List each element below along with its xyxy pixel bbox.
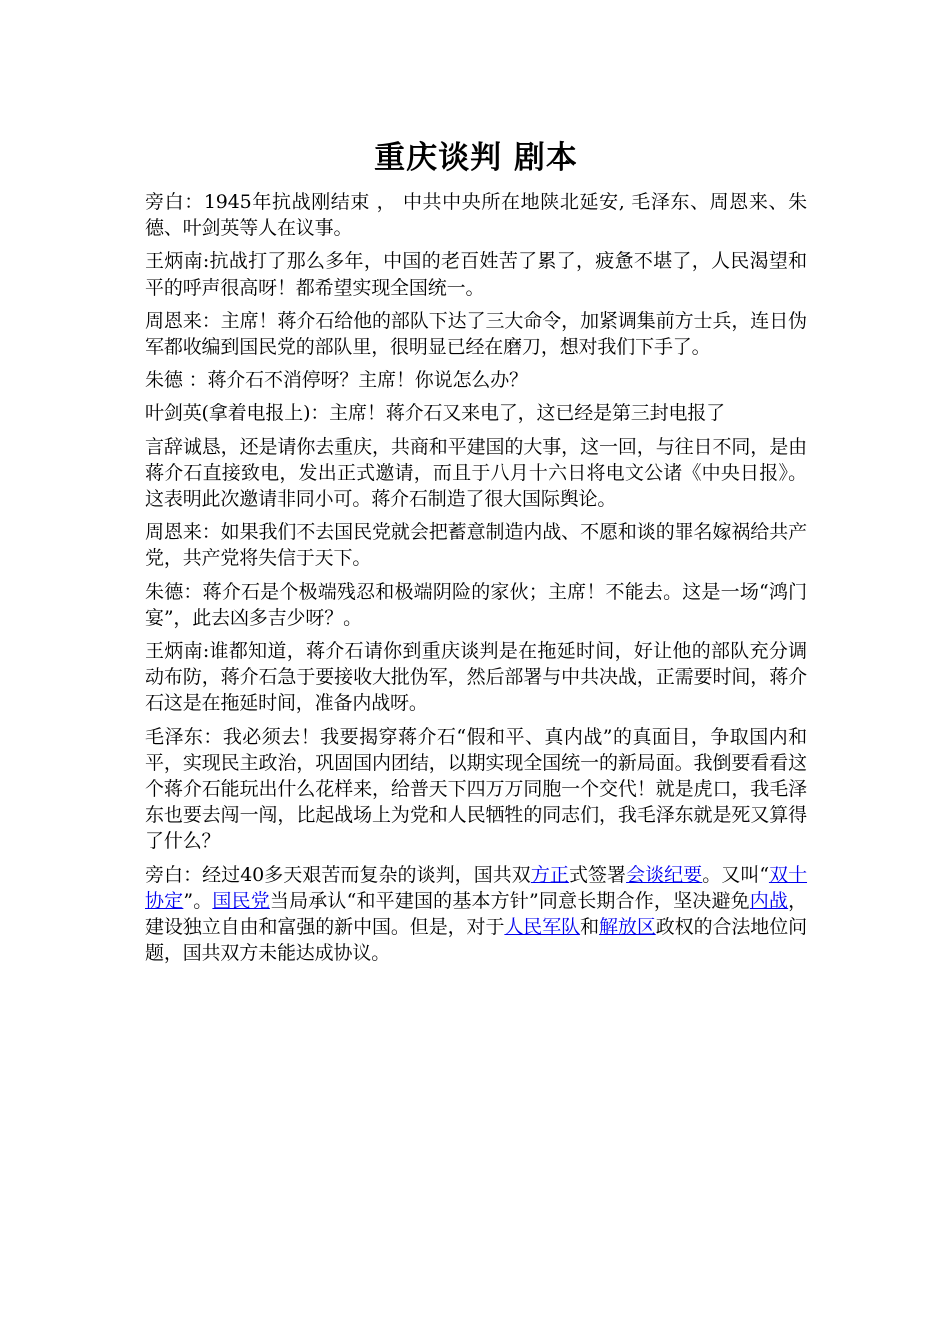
paragraph-narrator-intro: 旁白：1945年抗战刚结束 ， 中共中央所在地陕北延安, 毛泽东、周恩来、朱德、叶剑英等人在议事。 xyxy=(145,191,807,240)
text-segment: 式签署 xyxy=(568,863,627,886)
link-huitan-jiyao[interactable]: 会谈纪要 xyxy=(626,863,703,886)
link-fangzheng[interactable]: 方正 xyxy=(530,863,569,886)
paragraph-zhu-de-2: 朱德：蒋介石是个极端残忍和极端阴险的家伙；主席！不能去。这是一场“鸿门宴”，此去凶多吉少呀？。 xyxy=(145,580,807,629)
paragraph-ye-jianying-1: 叶剑英(拿着电报上)：主席！蒋介石又来电了，这已经是第三封电报了 xyxy=(145,402,726,425)
link-neizhan[interactable]: 内战 xyxy=(749,889,789,912)
text-segment: ”。 xyxy=(183,889,213,912)
paragraph-narrator-conclusion xyxy=(145,862,807,967)
document-title: 重庆谈判 剧本 xyxy=(374,140,578,176)
paragraph-mao-zedong: 毛泽东：我必须去！我要揭穿蒋介石“假和平、真内战”的真面目，争取国内和平，实现民主政治，巩固国内团结，以期实现全国统一的新局面。我倒要看看这个蒋介石能玩出什么花样来，给普天下四万万同胞一个交代！就是虎口，我毛泽东也要去闯一闯，比起战场上为党和人民牺牲的同志们，我毛泽东就是死又算得了什么？ xyxy=(145,725,807,853)
text-segment: 和 xyxy=(580,916,599,939)
link-guomindang[interactable]: 国民党 xyxy=(212,889,270,912)
text-segment: 旁白：经过40多天艰苦而复杂的谈判，国共双 xyxy=(145,863,531,886)
paragraph-zhu-de-1: 朱德 ：蒋介石不消停呀？主席！你说怎么办？ xyxy=(145,369,528,392)
link-shuangshi-xieding[interactable]: 双十协定 xyxy=(145,863,808,912)
text-segment: 。又叫“ xyxy=(702,863,769,886)
link-renmin-jundui[interactable]: 人民军队 xyxy=(504,916,581,939)
text-segment: 当局承认“和平建国的基本方针”同意长期合作，坚决避免 xyxy=(269,889,750,912)
paragraph-wang-bingnan-1: 王炳南:抗战打了那么多年，中国的老百姓苦了累了，疲惫不堪了，人民渴望和平的呼声很高呀！都希望实现全国统一。 xyxy=(145,250,807,299)
paragraph-telegram-content: 言辞诚恳，还是请你去重庆，共商和平建国的大事，这一回，与往日不同，是由蒋介石直接致电，发出正式邀请，而且于八月十六日将电文公诸《中央日报》。这表明此次邀请非同小可。蒋介石制造了很大国际舆论。 xyxy=(145,435,807,511)
paragraph-zhou-enlai-1: 周恩来：主席！蒋介石给他的部队下达了三大命令，加紧调集前方士兵，连日伪军都收编到国民党的部队里，很明显已经在磨刀，想对我们下手了。 xyxy=(145,309,807,359)
link-jiefangqu[interactable]: 解放区 xyxy=(598,916,656,939)
text-segment: ，建设独立自由和富强的新中国。但是，对于 xyxy=(145,889,807,939)
document-page xyxy=(145,136,807,973)
paragraph-wang-bingnan-2: 王炳南:谁都知道，蒋介石请你到重庆谈判是在拖延时间，好让他的部队充分调动布防，蒋介石急于要接收大批伪军，然后部署与中共决战，正需要时间，蒋介石这是在拖延时间，准备内战呀。 xyxy=(145,640,807,715)
paragraph-zhou-enlai-2: 周恩来：如果我们不去国民党就会把蓄意制造内战、不愿和谈的罪名嫁祸给共产党，共产党将失信于天下。 xyxy=(145,521,807,570)
text-segment: 政权的合法地位问题，国共双方未能达成协议。 xyxy=(145,916,807,965)
